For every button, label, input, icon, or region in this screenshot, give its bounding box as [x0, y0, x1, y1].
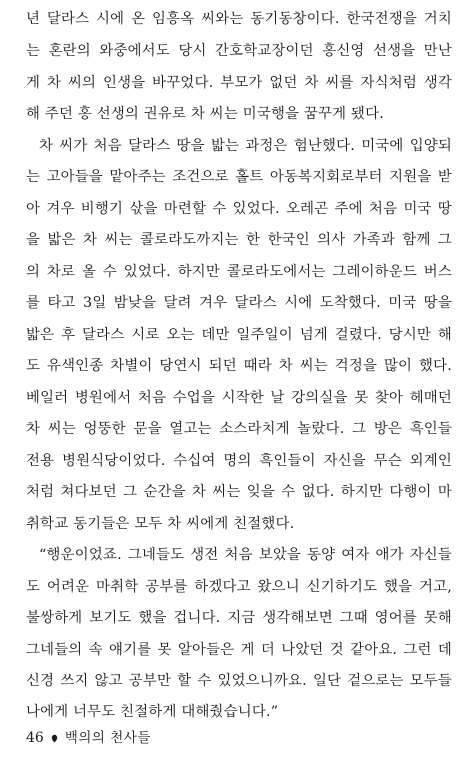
text-line: 도 유색인종 차별이 당연시 되던 때라 차 씨는 걱정을 많이 했다.: [26, 358, 452, 374]
text-line: 차 씨는 엉뚱한 문을 열고는 소스라치게 놀랐다. 그 방은 흑인들: [26, 421, 452, 437]
text-line: 게 차 씨의 인생을 바꾸었다. 부모가 없던 차 씨를 자식처럼 생각: [26, 75, 452, 91]
text-line: “행운이었죠. 그네들도 생전 처음 보았을 동양 여자 애가 자신들: [39, 547, 452, 563]
book-title: 백의의 천사들: [64, 730, 151, 746]
text-line: 베일러 병원에서 처음 수업을 시작한 날 강의실을 못 찾아 헤매던: [26, 390, 452, 406]
text-line: 전용 병원식당이었다. 수십여 명의 흑인들이 자신을 무슨 외계인: [26, 453, 452, 469]
text-line: 는 고아들을 맡아주는 조건으로 홀트 아동복지회로부터 지원을 받: [26, 169, 452, 185]
text-line: 년 달라스 시에 온 임흥옥 씨와는 동기동창이다. 한국전쟁을 거치: [26, 11, 452, 27]
page-number: 46: [26, 730, 44, 746]
text-line: 을 밟은 차 씨는 콜로라도까지는 한 한국인 의사 가족과 함께 그: [26, 232, 452, 248]
text-line: 차 씨가 처음 달라스 땅을 밟는 과정은 험난했다. 미국에 입양되: [39, 138, 452, 154]
text-line: 그네들의 속 얘기를 못 알아들은 게 더 나았던 것 같아요. 그런 데: [26, 642, 452, 658]
text-line: 나에게 너무도 친절하게 대해줬습니다.”: [26, 704, 279, 720]
leaf-icon: [50, 734, 59, 743]
text-line: 는 혼란의 와중에서도 당시 간호학교장이던 홍신영 선생을 만난: [26, 43, 452, 59]
text-line: 처럼 쳐다보던 그 순간을 차 씨는 잊을 수 없다. 하지만 다행이 마: [26, 484, 452, 500]
text-line: 아 겨우 비행기 삯을 마련할 수 있었다. 오레곤 주에 처음 미국 땅: [26, 201, 452, 217]
page-footer: [26, 726, 151, 750]
text-line: 의 차로 올 수 있었다. 하지만 콜로라도에서는 그레이하운드 버스: [26, 264, 452, 280]
book-page: [26, 0, 452, 763]
text-line: 밟은 후 달라스 시로 오는 데만 일주일이 넘게 걸렸다. 당시만 해: [26, 327, 452, 343]
text-line: 취학교 동기들은 모두 차 씨에게 친절했다.: [26, 516, 295, 532]
text-line: 를 타고 3일 밤낮을 달려 겨우 달라스 시에 도착했다. 미국 땅을: [26, 295, 452, 311]
text-line: 해 주던 홍 선생의 권유로 차 씨는 미국행을 꿈꾸게 됐다.: [26, 106, 384, 122]
text-line: 신경 쓰지 않고 공부만 할 수 있었으니까요. 일단 겉으로는 모두들: [26, 673, 452, 689]
text-line: 도 어려운 마취학 공부를 하겠다고 왔으니 신기하기도 했을 거고,: [26, 579, 452, 595]
text-line: 불쌍하게 보기도 했을 겁니다. 지금 생각해보면 그때 영어를 못해: [26, 610, 452, 626]
